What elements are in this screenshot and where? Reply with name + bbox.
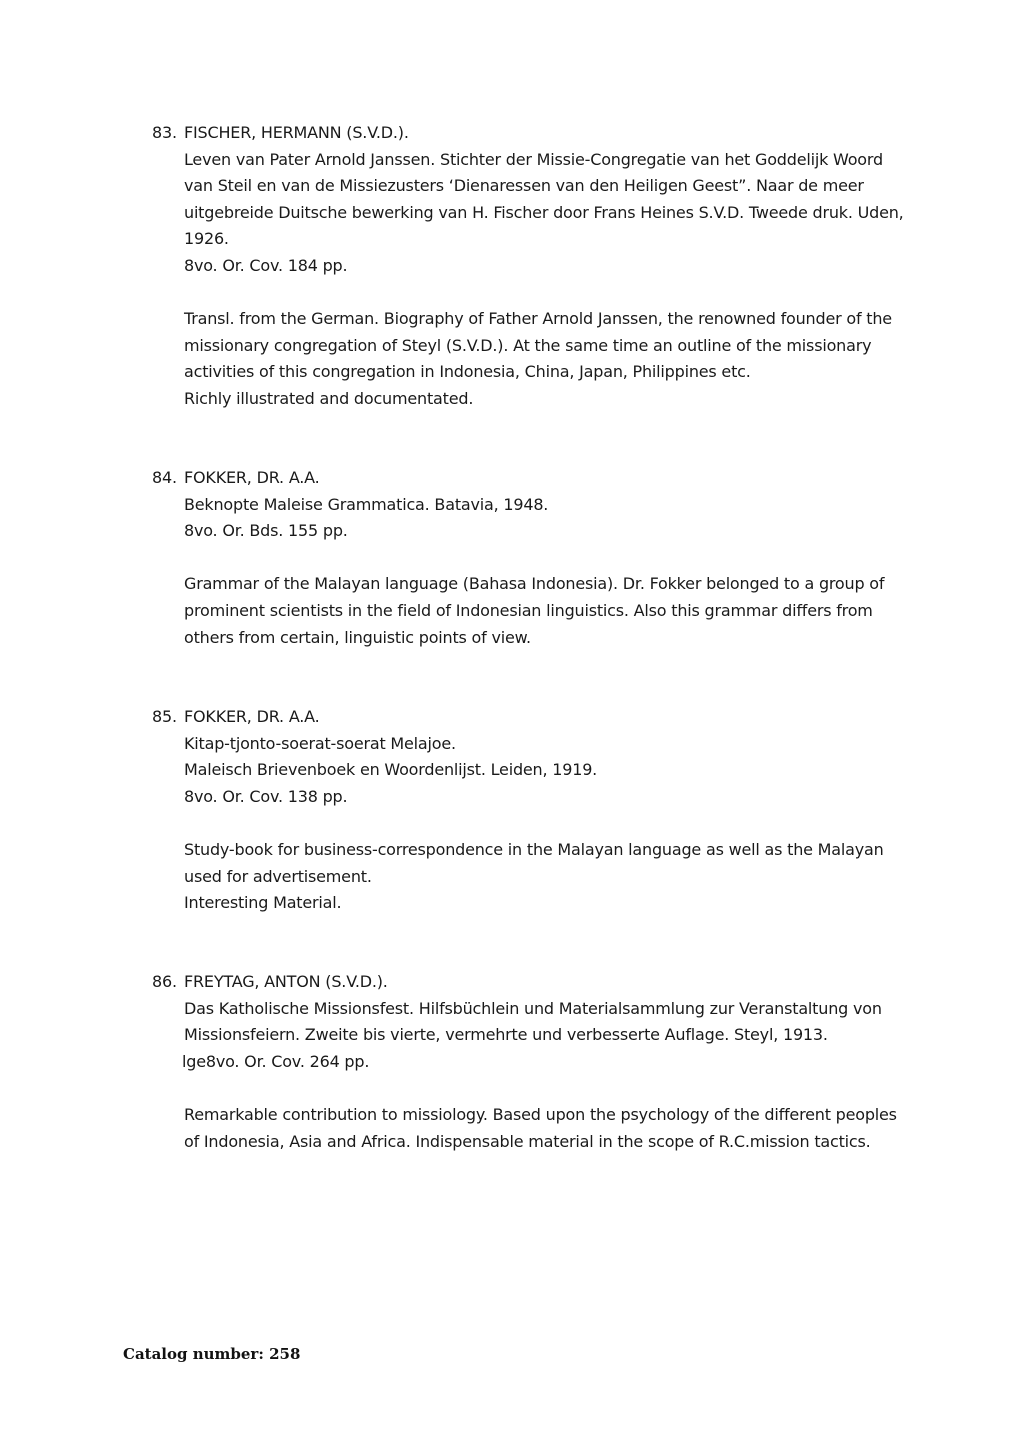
paragraph-gap — [184, 810, 912, 837]
entry-description-line: prominent scientists in the field of Indonesian linguistics. Also this grammar differs from — [184, 600, 873, 620]
paragraph-gap — [184, 280, 912, 307]
entry-description-line: of Indonesia, Asia and Africa. Indispensable material in the scope of R.C.mission tactics. — [184, 1131, 871, 1151]
paragraph-gap — [184, 1075, 912, 1102]
entry-body — [184, 492, 912, 652]
entry-number: 84. — [152, 468, 177, 487]
entry-body — [184, 147, 912, 413]
entry-description-line: others from certain, linguistic points of view. — [184, 627, 531, 647]
catalog-entry-85 — [152, 704, 912, 917]
entry-format: 8vo. Or. Bds. 155 pp. — [184, 521, 348, 541]
entry-heading — [152, 120, 912, 147]
entry-description-line: activities of this congregation in Indonesia, China, Japan, Philippines etc. — [184, 362, 751, 382]
entry-description-line: Remarkable contribution to missiology. Based upon the psychology of the different peoples — [184, 1104, 897, 1124]
entry-number: 85. — [152, 707, 177, 726]
entry-author: FISCHER, HERMANN (S.V.D.). — [184, 123, 409, 142]
entry-title-line: uitgebreide Duitsche bewerking van H. Fischer door Frans Heines S.V.D. Tweede druk. Uden, — [184, 202, 904, 222]
entry-description-line: Interesting Material. — [184, 893, 342, 913]
entry-title-line: Maleisch Brievenboek en Woordenlijst. Leiden, 1919. — [184, 760, 598, 780]
entry-number: 83. — [152, 123, 177, 142]
entry-format: 8vo. Or. Cov. 138 pp. — [184, 786, 348, 806]
entry-title-line: Leven van Pater Arnold Janssen. Stichter der Missie-Congregatie van het Goddelijk Woord — [184, 149, 883, 169]
entry-body — [184, 996, 912, 1156]
entry-title-line: Das Katholische Missionsfest. Hilfsbüchlein und Materialsammlung zur Veranstaltung von — [184, 998, 882, 1018]
entry-description-line: Transl. from the German. Biography of Father Arnold Janssen, the renowned founder of the — [184, 309, 892, 329]
entry-format: lge8vo. Or. Cov. 264 pp. — [182, 1051, 370, 1071]
entry-heading — [152, 704, 912, 731]
entry-description-line: Study-book for business-correspondence in the Malayan language as well as the Malayan — [184, 839, 884, 859]
entry-format: 8vo. Or. Cov. 184 pp. — [184, 255, 348, 275]
catalog-entry-86 — [152, 969, 912, 1155]
paragraph-gap — [184, 545, 912, 572]
entry-body — [184, 731, 912, 917]
entry-author: FOKKER, DR. A.A. — [184, 707, 320, 726]
entry-author: FREYTAG, ANTON (S.V.D.). — [184, 972, 388, 991]
entry-heading — [152, 465, 912, 492]
catalog-entry-84 — [152, 465, 912, 651]
entry-title-line: Beknopte Maleise Grammatica. Batavia, 1948. — [184, 494, 549, 514]
entry-heading — [152, 969, 912, 996]
catalog-number-footer: Catalog number: 258 — [123, 1345, 301, 1363]
entry-title-line: Missionsfeiern. Zweite bis vierte, vermehrte und verbesserte Auflage. Steyl, 1913. — [184, 1025, 828, 1045]
entry-description-line: Richly illustrated and documentated. — [184, 388, 474, 408]
entry-author: FOKKER, DR. A.A. — [184, 468, 320, 487]
entry-title-line: Kitap-tjonto-soerat-soerat Melajoe. — [184, 733, 456, 753]
catalog-entry-83 — [152, 120, 912, 413]
entry-title-line: van Steil en van de Missiezusters ‘Dienaressen van den Heiligen Geest”. Naar de meer — [184, 176, 864, 196]
entry-title-line: 1926. — [184, 229, 229, 249]
entry-description-line: Grammar of the Malayan language (Bahasa Indonesia). Dr. Fokker belonged to a group of — [184, 574, 885, 594]
entry-description-line: used for advertisement. — [184, 866, 372, 886]
entry-number: 86. — [152, 972, 177, 991]
entry-description-line: missionary congregation of Steyl (S.V.D.). At the same time an outline of the missionary — [184, 335, 872, 355]
